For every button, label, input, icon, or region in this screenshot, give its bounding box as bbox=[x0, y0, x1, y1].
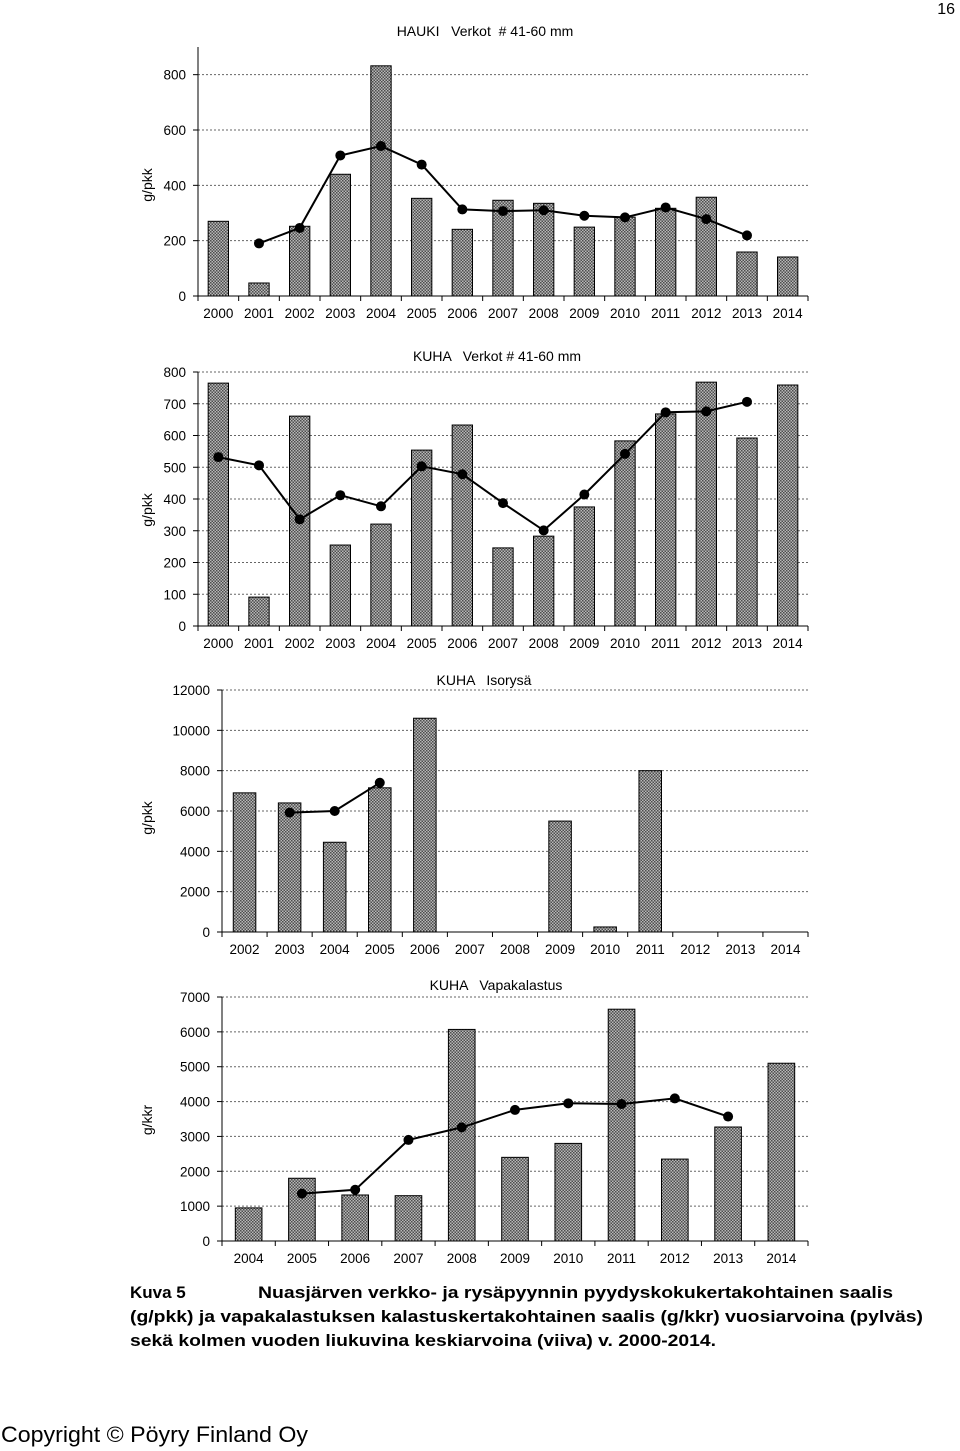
line-point bbox=[661, 407, 671, 417]
x-tick-label: 2011 bbox=[651, 636, 681, 651]
y-tick-label: 700 bbox=[163, 396, 186, 412]
x-tick-label: 2013 bbox=[731, 636, 763, 651]
x-tick-label: 2011 bbox=[651, 306, 681, 321]
bar bbox=[534, 203, 554, 296]
bar bbox=[502, 1157, 529, 1241]
x-tick-label: 2003 bbox=[325, 636, 356, 651]
y-tick-label: 5000 bbox=[179, 1059, 210, 1075]
bar bbox=[452, 425, 472, 626]
caption-line-3: sekä kolmen vuoden liukuvina keskiarvoina (viiva) v. 2000-2014. bbox=[130, 1331, 716, 1350]
line-point bbox=[563, 1098, 573, 1108]
line-point bbox=[457, 204, 467, 214]
x-tick-label: 2012 bbox=[659, 1251, 690, 1266]
x-tick-label: 2002 bbox=[284, 636, 315, 651]
x-tick-label: 2010 bbox=[590, 942, 621, 957]
line-point bbox=[510, 1105, 520, 1115]
x-tick-label: 2013 bbox=[731, 306, 763, 321]
bar bbox=[414, 718, 437, 932]
bar bbox=[639, 771, 662, 932]
y-tick-label: 4000 bbox=[179, 1094, 210, 1110]
line-point bbox=[701, 214, 711, 224]
bar bbox=[493, 548, 513, 626]
y-axis-label: g/pkk bbox=[139, 168, 155, 202]
line-point bbox=[701, 406, 711, 416]
line-point bbox=[254, 460, 264, 470]
chart-kuha-verkot bbox=[139, 348, 808, 651]
x-tick-label: 2006 bbox=[447, 636, 478, 651]
page-number: 16 bbox=[937, 1, 955, 18]
line-point bbox=[620, 449, 630, 459]
line-point bbox=[539, 205, 549, 215]
bar bbox=[412, 198, 432, 296]
x-tick-label: 2006 bbox=[340, 1251, 371, 1266]
y-tick-label: 2000 bbox=[179, 884, 210, 900]
bar bbox=[715, 1127, 742, 1241]
bar bbox=[656, 208, 676, 296]
x-tick-label: 2007 bbox=[393, 1251, 424, 1266]
x-tick-label: 2007 bbox=[454, 942, 485, 957]
bar bbox=[371, 524, 391, 626]
line-point bbox=[295, 514, 305, 524]
line-point bbox=[457, 1122, 467, 1132]
line-point bbox=[620, 212, 630, 222]
x-tick-label: 2010 bbox=[553, 1251, 584, 1266]
bar bbox=[395, 1196, 422, 1241]
line-point bbox=[498, 206, 508, 216]
bar bbox=[656, 414, 676, 626]
x-tick-label: 2009 bbox=[499, 1251, 531, 1266]
x-tick-label: 2012 bbox=[691, 636, 722, 651]
line-point bbox=[498, 498, 508, 508]
x-tick-label: 2007 bbox=[487, 636, 519, 651]
bar bbox=[208, 221, 228, 296]
caption-line-1: Nuasjärven verkko- ja rysäpyynnin pyydyskokukertakohtainen saalis bbox=[258, 1283, 894, 1302]
bar bbox=[249, 283, 269, 296]
bar bbox=[330, 174, 350, 296]
bar bbox=[574, 507, 594, 626]
line-point bbox=[579, 211, 589, 221]
y-tick-label: 500 bbox=[163, 460, 186, 476]
y-tick-label: 0 bbox=[202, 1234, 210, 1249]
line-point bbox=[457, 469, 467, 479]
x-tick-label: 2005 bbox=[406, 636, 437, 651]
bar bbox=[289, 1178, 316, 1241]
x-tick-label: 2004 bbox=[233, 1251, 264, 1266]
bar bbox=[208, 383, 228, 626]
y-tick-label: 100 bbox=[163, 587, 186, 603]
bar bbox=[574, 227, 594, 296]
bar bbox=[371, 66, 391, 296]
line-point bbox=[417, 160, 427, 170]
bar bbox=[594, 927, 617, 932]
x-tick-label: 2011 bbox=[607, 1251, 637, 1266]
line-point bbox=[539, 525, 549, 535]
line-point bbox=[285, 808, 295, 818]
x-tick-label: 2008 bbox=[446, 1251, 477, 1266]
x-tick-label: 2002 bbox=[229, 942, 260, 957]
x-tick-label: 2014 bbox=[772, 306, 803, 321]
y-tick-label: 600 bbox=[163, 123, 186, 138]
caption-label: Kuva 5 bbox=[130, 1283, 186, 1302]
line-point bbox=[297, 1189, 307, 1199]
x-tick-label: 2001 bbox=[243, 306, 275, 321]
x-tick-label: 2004 bbox=[319, 942, 350, 957]
bar bbox=[369, 788, 392, 932]
x-tick-label: 2008 bbox=[528, 306, 559, 321]
y-tick-label: 4000 bbox=[179, 844, 210, 860]
line-point bbox=[417, 461, 427, 471]
x-tick-label: 2006 bbox=[409, 942, 440, 957]
y-tick-label: 10000 bbox=[172, 723, 210, 739]
bar bbox=[608, 1009, 635, 1241]
y-tick-label: 800 bbox=[163, 67, 186, 83]
y-tick-label: 400 bbox=[163, 178, 186, 194]
line-point bbox=[213, 452, 223, 462]
x-tick-label: 2009 bbox=[569, 306, 600, 321]
x-tick-label: 2003 bbox=[274, 942, 305, 957]
bar bbox=[555, 1143, 582, 1241]
bar bbox=[534, 536, 554, 626]
line-point bbox=[350, 1185, 360, 1195]
y-tick-label: 200 bbox=[163, 555, 186, 571]
bar bbox=[278, 803, 301, 932]
x-tick-label: 2014 bbox=[772, 636, 803, 651]
bar bbox=[342, 1195, 369, 1241]
line-point bbox=[330, 806, 340, 816]
bar bbox=[737, 252, 757, 296]
bar bbox=[662, 1159, 689, 1241]
bar bbox=[737, 438, 757, 626]
x-tick-label: 2010 bbox=[609, 636, 641, 651]
y-tick-label: 8000 bbox=[179, 763, 210, 779]
y-tick-label: 1000 bbox=[179, 1199, 210, 1215]
line-point bbox=[295, 223, 305, 233]
line-point bbox=[742, 397, 752, 407]
x-tick-label: 2011 bbox=[635, 942, 665, 957]
x-tick-label: 2012 bbox=[680, 942, 711, 957]
bar bbox=[249, 597, 269, 626]
x-tick-label: 2004 bbox=[365, 636, 397, 651]
x-tick-label: 2001 bbox=[243, 636, 275, 651]
bar bbox=[235, 1208, 262, 1241]
chart-title: KUHA Vapakalastus bbox=[429, 977, 563, 993]
y-tick-label: 200 bbox=[163, 233, 186, 249]
x-tick-label: 2012 bbox=[691, 306, 722, 321]
y-tick-label: 6000 bbox=[179, 804, 210, 819]
bar bbox=[290, 226, 310, 296]
x-tick-label: 2000 bbox=[203, 306, 234, 321]
chart-kuha-isorysa bbox=[139, 672, 808, 957]
x-tick-label: 2013 bbox=[713, 1251, 744, 1266]
line-point bbox=[335, 490, 345, 500]
y-tick-label: 2000 bbox=[179, 1164, 210, 1180]
x-tick-label: 2008 bbox=[528, 636, 559, 651]
x-tick-label: 2005 bbox=[364, 942, 395, 957]
x-tick-label: 2004 bbox=[365, 306, 397, 321]
x-tick-label: 2006 bbox=[447, 306, 478, 321]
line-point bbox=[661, 202, 671, 212]
x-tick-label: 2003 bbox=[325, 306, 356, 321]
y-tick-label: 0 bbox=[178, 619, 186, 634]
line-point bbox=[376, 141, 386, 151]
line-point bbox=[670, 1093, 680, 1103]
chart-title: KUHA Verkot # 41-60 mm bbox=[412, 348, 582, 364]
bar bbox=[768, 1063, 795, 1241]
line-point bbox=[742, 230, 752, 240]
y-tick-label: 300 bbox=[163, 523, 186, 539]
y-axis-label: g/pkk bbox=[139, 801, 155, 835]
copyright-footer: Copyright © Pöyry Finland Oy bbox=[1, 1422, 308, 1447]
line-point bbox=[403, 1135, 413, 1145]
line-point bbox=[254, 238, 264, 248]
x-tick-label: 2007 bbox=[487, 306, 519, 321]
line-point bbox=[375, 778, 385, 788]
chart-kuha-vapakalastus bbox=[139, 977, 808, 1266]
y-tick-label: 0 bbox=[178, 289, 186, 304]
y-axis-label: g/pkk bbox=[139, 493, 155, 527]
bar bbox=[549, 821, 572, 932]
bar bbox=[448, 1029, 475, 1241]
y-tick-label: 400 bbox=[163, 492, 186, 507]
bar bbox=[233, 793, 256, 932]
bar bbox=[330, 545, 350, 626]
line-point bbox=[617, 1099, 627, 1109]
caption-line-2: (g/pkk) ja vapakalastuksen kalastuskertakohtainen saalis (g/kkr) vuosiarvoina (pylväs) bbox=[130, 1307, 923, 1326]
bar bbox=[452, 229, 472, 296]
y-tick-label: 3000 bbox=[179, 1129, 210, 1145]
x-tick-label: 2013 bbox=[725, 942, 756, 957]
x-tick-label: 2009 bbox=[545, 942, 576, 957]
bar bbox=[696, 197, 716, 296]
bar bbox=[778, 385, 798, 626]
bar bbox=[696, 382, 716, 626]
x-tick-label: 2005 bbox=[286, 1251, 317, 1266]
x-tick-label: 2005 bbox=[406, 306, 437, 321]
bar bbox=[615, 441, 635, 626]
chart-hauki-verkot bbox=[139, 23, 808, 321]
x-tick-label: 2014 bbox=[770, 942, 801, 957]
chart-title: KUHA Isorysä bbox=[436, 672, 532, 688]
bar bbox=[778, 257, 798, 296]
x-tick-label: 2000 bbox=[203, 636, 234, 651]
chart-title: HAUKI Verkot # 41-60 mm bbox=[396, 23, 574, 39]
y-tick-label: 600 bbox=[163, 428, 186, 444]
line-point bbox=[723, 1112, 733, 1122]
y-tick-label: 7000 bbox=[179, 990, 210, 1005]
y-tick-label: 800 bbox=[163, 365, 186, 380]
bar bbox=[412, 450, 432, 626]
x-tick-label: 2010 bbox=[609, 306, 641, 321]
y-tick-label: 0 bbox=[202, 925, 210, 940]
y-axis-label: g/kkr bbox=[139, 1104, 155, 1136]
bar bbox=[323, 842, 346, 932]
line-point bbox=[376, 501, 386, 511]
line-point bbox=[579, 490, 589, 500]
x-tick-label: 2002 bbox=[284, 306, 315, 321]
x-tick-label: 2008 bbox=[499, 942, 531, 957]
x-tick-label: 2014 bbox=[766, 1251, 797, 1266]
line-point bbox=[335, 150, 345, 160]
y-tick-label: 12000 bbox=[172, 683, 210, 698]
y-tick-label: 6000 bbox=[179, 1024, 210, 1040]
x-tick-label: 2009 bbox=[569, 636, 600, 651]
bar bbox=[615, 217, 635, 296]
figure-caption bbox=[130, 1283, 923, 1350]
